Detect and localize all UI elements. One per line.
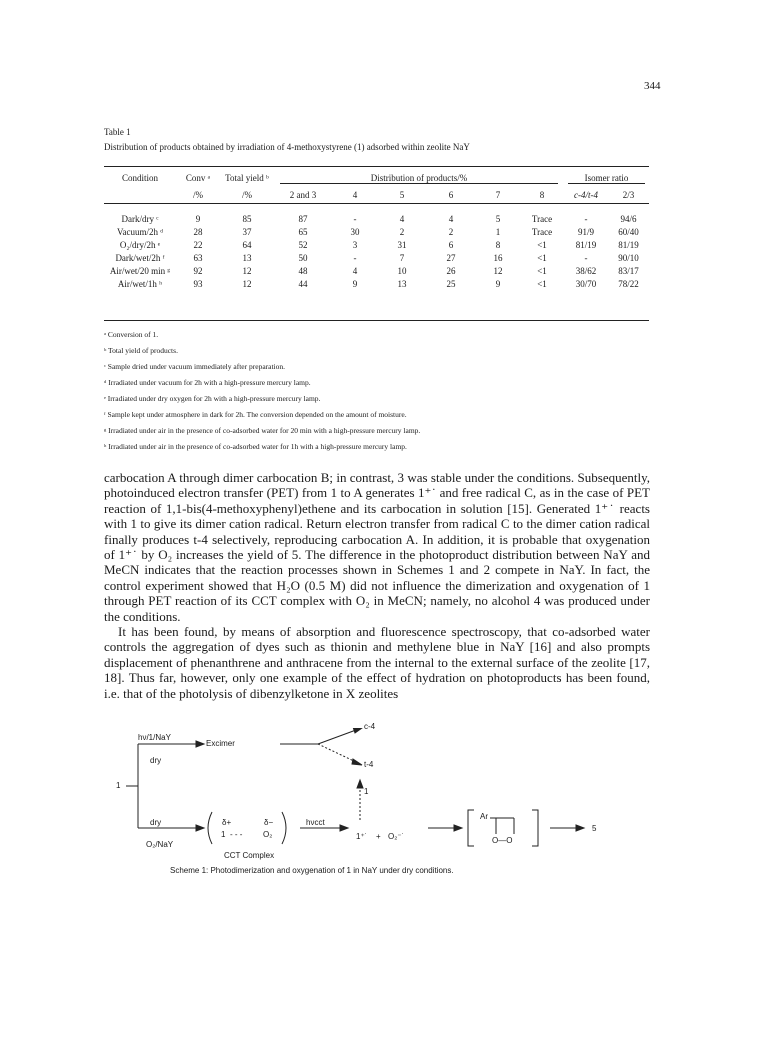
table-cell: 9 (352, 278, 358, 289)
scheme-label-dry-top: dry (150, 756, 162, 765)
table-cell: 26 (446, 265, 456, 276)
table-cell: 5 (495, 213, 501, 224)
header-total-yield: Total yield ᵇ (225, 173, 269, 183)
page-number: 344 (644, 80, 661, 92)
dashed-arrow-line (318, 744, 356, 762)
header-conv-unit: /% (193, 189, 203, 200)
table-cell: 12 (242, 265, 252, 276)
table-cell: 13 (397, 278, 407, 289)
table-cell: 8 (495, 239, 501, 250)
arrowhead (196, 741, 204, 747)
table-cell: 16 (493, 252, 503, 263)
table-cell: 78/22 (618, 278, 639, 289)
scheme-label-t4: t-4 (364, 760, 374, 769)
scheme-diagram (104, 728, 650, 868)
header-condition: Condition (121, 173, 158, 183)
table-cell: 83/17 (618, 265, 639, 276)
table-cell: 4 (399, 213, 405, 224)
subheader-cell: 5 (399, 189, 405, 200)
arrowhead (352, 759, 362, 765)
table-cell: 85 (242, 213, 252, 224)
table-cell: Trace (531, 213, 553, 224)
scheme-label-product-5: 5 (592, 824, 597, 833)
subheader-cell: 2/3 (622, 189, 635, 200)
table-cell: 3 (352, 239, 358, 250)
table-cell: 9 (495, 278, 501, 289)
table-cell: 81/19 (618, 239, 639, 250)
table-bottom-rule (104, 320, 649, 321)
table-cell: 92 (193, 265, 203, 276)
subheader-cell: 7 (495, 189, 501, 200)
table-cell: 2 (448, 226, 454, 237)
paragraph: It has been found, by means of absorption and fluorescence spectroscopy, that co-adsorbed water controls the aggregation of dyes such as thionin and methylene blue in NaY [16] and also prompts displacement of phenanthrene and anthracene from the internal to the external surface of the zeolite [17, 18]. Thus far, however, only one example of the effect of hydration on photoproducts has been found, i.e. that of the photolysis of dibenzylketone in X zeolites (104, 624, 650, 701)
header-yield-unit: /% (242, 189, 252, 200)
table-cell: 12 (493, 265, 503, 276)
arrow-line (318, 730, 356, 744)
footnote-f: ᶠ Sample kept under atmosphere in dark for 2h. The conversion depended on the amount of moisture. (104, 410, 407, 419)
table-cell: 2 (399, 226, 405, 237)
scheme-label-cct-complex: CCT Complex (224, 851, 275, 860)
table-cell: 6 (448, 239, 454, 250)
table-cell: 25 (446, 278, 456, 289)
subheader-cell: 4 (352, 189, 358, 200)
table-label: Table 1 (104, 127, 131, 137)
scheme-label-superoxide: O₂⁻˙ (388, 832, 405, 841)
scheme-label-dry-bottom: dry (150, 818, 162, 827)
table-cell: O₂/dry/2h ᵉ (119, 239, 161, 250)
scheme-label-excimer: Excimer (206, 739, 235, 748)
bracket (532, 810, 538, 846)
footnote-c: ᶜ Sample dried under vacuum immediately after preparation. (104, 362, 286, 371)
footnote-g: ᵍ Irradiated under air in the presence of co-adsorbed water for 20 min with a high-pressure mercury lamp. (104, 426, 421, 435)
paragraph: carbocation A through dimer carbocation B; in contrast, 3 was stable under the conditions. Subsequently, photoinduced electron transfer (PET) from 1 to A generates 1⁺˙ and free radical C, as in the case of PET reaction of 1,1-bis(4-methoxyphenyl)ethene and its carbocation in solution [15]. Generated 1⁺˙ reacts with 1 to give its dimer cation radical. Return electron transfer from radical C to the dimer cation radical finally produces t-4 selectively, reproducing carbocation A. In addition, it is probable that oxygenation of 1⁺˙ by O₂ increases the yield of 5. The difference in the photoproduct distribution between NaY and MeCN indicates that the reaction processes shown in Schemes 1 and 2 compete in NaY. In fact, the control experiment showed that H₂O (0.5 M) did not influence the dimerization and oxygenation of 1 through PET reaction of its CCT complex with O₂ in MeCN; namely, no alcohol 4 was produced under the conditions. (104, 470, 650, 624)
scheme-caption: Scheme 1: Photodimerization and oxygenation of 1 in NaY under dry conditions. (170, 866, 454, 875)
table-cell: Trace (531, 226, 553, 237)
table-cell: 12 (242, 278, 252, 289)
header-isomer-ratio: Isomer ratio (564, 170, 649, 186)
table-cell: 28 (193, 226, 203, 237)
table-cell: 37 (242, 226, 252, 237)
table-subheader-row (104, 186, 649, 204)
table-cell: Air/wet/20 min ᵍ (109, 265, 171, 276)
table-cell: Dark/wet/2h ᶠ (115, 252, 165, 263)
table-cell: 50 (298, 252, 308, 263)
bracket (208, 812, 212, 844)
arrowhead (353, 728, 362, 733)
subheader-cell: 6 (448, 189, 454, 200)
table-cell: - (353, 213, 357, 224)
subheader-cell: 8 (539, 189, 545, 200)
table-cell: 9 (195, 213, 201, 224)
product-distribution-table (104, 170, 649, 290)
subheader-cell: c-4/t-4 (574, 189, 598, 200)
header-distribution: Distribution of products/% (274, 170, 564, 186)
body-text (104, 470, 650, 701)
table-cell: <1 (537, 265, 547, 276)
table-cell: <1 (537, 278, 547, 289)
table-cell: 81/19 (575, 239, 597, 250)
table-cell: 60/40 (618, 226, 639, 237)
table-row (104, 277, 649, 290)
arrowhead (196, 825, 204, 831)
scheme-label-ar: Ar (480, 812, 488, 821)
table-cell: 4 (352, 265, 358, 276)
table-cell: 91/9 (577, 226, 594, 237)
footnote-b: ᵇ Total yield of products. (104, 346, 178, 355)
table-cell: 90/10 (618, 252, 639, 263)
table-cell: 10 (397, 265, 407, 276)
table-cell: <1 (537, 252, 547, 263)
scheme-label-1-left: 1 (116, 781, 121, 790)
footnote-d: ᵈ Irradiated under vacuum for 2h with a high-pressure mercury lamp. (104, 378, 311, 387)
table-cell: - (584, 252, 588, 263)
table-cell: 30 (350, 226, 360, 237)
table-row (104, 238, 649, 251)
scheme-label-oo: O—O (492, 836, 513, 845)
table-row (104, 251, 649, 264)
scheme-label-delta-minus: δ− (264, 818, 274, 827)
table-cell: 27 (446, 252, 456, 263)
table-row (104, 225, 649, 238)
table-cell: 22 (193, 239, 203, 250)
footnote-h: ʰ Irradiated under air in the presence of co-adsorbed water for 1h with a high-pressure mercury lamp. (104, 442, 407, 451)
scheme-label-hv-cct: hνcct (306, 818, 325, 827)
table-cell: 44 (298, 278, 308, 289)
table-cell: Dark/dry ᶜ (121, 213, 159, 224)
footnote-a: ᵃ Conversion of 1. (104, 330, 159, 339)
table-cell: Air/wet/1h ʰ (117, 278, 163, 289)
table-cell: 4 (448, 213, 454, 224)
arrowhead (357, 780, 363, 788)
table-cell: 87 (298, 213, 308, 224)
scheme-label-delta-plus: δ+ (222, 818, 232, 827)
bracket (468, 810, 474, 846)
table-cell: 94/6 (620, 213, 637, 224)
table-cell: <1 (537, 239, 547, 250)
arrowhead (454, 825, 462, 831)
table-cell: 1 (495, 226, 501, 237)
table-caption: Distribution of products obtained by irradiation of 4-methoxystyrene (1) adsorbed within zeolite NaY (104, 142, 470, 152)
header-conv: Conv ᵃ (185, 173, 211, 183)
bracket (282, 812, 286, 844)
scheme-label-c4: c-4 (364, 722, 376, 731)
table-cell: 64 (242, 239, 252, 250)
table-top-rule (104, 166, 649, 167)
arrowhead (340, 825, 348, 831)
table-cell: - (353, 252, 357, 263)
scheme-label-cct-o2: O₂ (263, 830, 273, 839)
table-cell: 63 (193, 252, 203, 263)
scheme-label-plus: + (376, 832, 381, 841)
arrowhead (576, 825, 584, 831)
subheader-cell: 2 and 3 (289, 189, 317, 200)
table-cell: 48 (298, 265, 308, 276)
table-cell: - (584, 213, 588, 224)
scheme-label-o2-nay: O₂/NaY (146, 840, 174, 849)
table-cell: 7 (399, 252, 405, 263)
table-cell: 30/70 (575, 278, 597, 289)
table-header-row (104, 170, 649, 186)
table-cell: 13 (242, 252, 252, 263)
footnote-e: ᵉ Irradiated under dry oxygen for 2h with a high-pressure mercury lamp. (104, 394, 321, 403)
table-row (104, 264, 649, 277)
table-cell: Vacuum/2h ᵈ (116, 226, 164, 237)
table-cell: 38/62 (575, 265, 597, 276)
scheme-label-hv-nay: hν/1/NaY (138, 733, 171, 742)
table-cell: 93 (193, 278, 203, 289)
table-cell: 52 (298, 239, 308, 250)
table-cell: 31 (397, 239, 407, 250)
table-row (104, 212, 649, 225)
scheme-label-radical-cation: 1⁺˙ (356, 832, 368, 841)
scheme-label-1-mid: 1 (364, 787, 369, 796)
scheme-label-cct-dash: - - - (230, 830, 243, 839)
scheme-label-cct-1: 1 (221, 830, 226, 839)
table-cell: 65 (298, 226, 308, 237)
